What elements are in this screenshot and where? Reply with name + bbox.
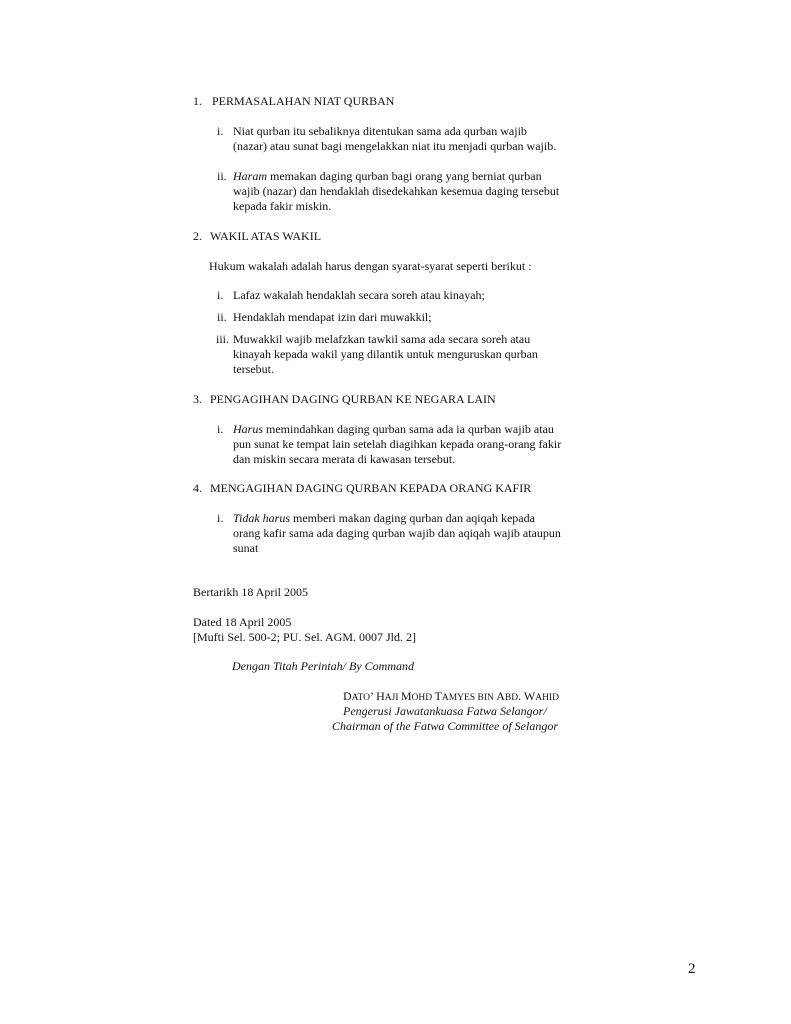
- s2-item2-line1: Hendaklah mendapat izin dari muwakkil;: [233, 310, 432, 324]
- s4-item1-line1-text: memberi makan daging qurban dan aqiqah kepada: [290, 511, 535, 525]
- dated-malay: Bertarikh 18 April 2005: [193, 585, 308, 599]
- sig-part-11: .: [518, 689, 524, 703]
- reference-number: [Mufti Sel. 500-2; PU. Sel. AGM. 0007 Jld. 2]: [193, 630, 417, 644]
- s3-item1-lead: Harus: [233, 422, 264, 436]
- s2-item3-line2: kinayah kepada wakil yang dilantik untuk menguruskan qurban: [233, 347, 538, 361]
- signatory-title-malay: Pengerusi Jawatankuasa Fatwa Selangor/: [343, 704, 547, 718]
- s2-item3-line1: Muwakkil wajib melafzkan tawkil sama ada secara soreh atau: [233, 332, 531, 346]
- s3-item1-line1-text: memindahkan daging qurban sama ada ia qurban wajib atau: [263, 422, 554, 436]
- section-2-intro: Hukum wakalah adalah harus dengan syarat-syarat seperti berikut :: [209, 259, 532, 273]
- sig-part-1: ATO: [351, 693, 370, 703]
- section-2-number: 2.: [193, 229, 202, 243]
- sig-part-13: AHID: [535, 693, 559, 703]
- s1-item1-line1: Niat qurban itu sebaliknya ditentukan sama ada qurban wajib: [233, 124, 527, 138]
- s3-item1-marker: i.: [217, 422, 224, 436]
- s4-item1-line2: orang kafir sama ada daging qurban wajib dan aqiqah wajib ataupun: [233, 526, 561, 540]
- sig-part-0: D: [343, 689, 352, 703]
- s2-item2-marker: ii.: [217, 310, 227, 324]
- s4-item1-line1: [233, 511, 535, 526]
- sig-part-4: AJI: [384, 693, 401, 703]
- s1-item2-marker: ii.: [217, 169, 227, 183]
- signatory-title-english: Chairman of the Fatwa Committee of Selangor: [332, 719, 558, 733]
- s4-item1-marker: i.: [217, 511, 224, 525]
- sig-part-10: BD: [504, 693, 519, 703]
- s3-item1-line1: [233, 422, 554, 437]
- sig-part-8: AMYES BIN: [441, 693, 497, 703]
- section-3-number: 3.: [193, 392, 202, 406]
- sig-part-6: OHD: [411, 693, 435, 703]
- page-number: 2: [688, 961, 696, 977]
- s2-item3-line3: tersebut.: [233, 362, 274, 376]
- sig-part-2: ’: [369, 689, 377, 703]
- by-command: Dengan Titah Perintah/ By Command: [232, 659, 414, 673]
- s1-item2-line1: [233, 169, 542, 184]
- section-2-title: WAKIL ATAS WAKIL: [210, 229, 322, 243]
- section-3-title: PENGAGIHAN DAGING QURBAN KE NEGARA LAIN: [210, 392, 496, 406]
- s1-item2-line1-text: memakan daging qurban bagi orang yang berniat qurban: [267, 169, 542, 183]
- sig-part-9: A: [496, 689, 505, 703]
- sig-part-12: W: [523, 689, 536, 703]
- s2-item1-line1: Lafaz wakalah hendaklah secara soreh atau kinayah;: [233, 288, 485, 302]
- s1-item1-marker: i.: [217, 124, 224, 138]
- s3-item1-line3: dan miskin secara merata di kawasan tersebut.: [233, 452, 456, 466]
- section-1-number: 1.: [193, 94, 202, 108]
- s4-item1-line3: sunat: [233, 541, 259, 555]
- s1-item2-line2: wajib (nazar) dan hendaklah disedekahkan kesemua daging tersebut: [233, 184, 560, 198]
- s2-item1-marker: i.: [217, 288, 224, 302]
- sig-part-5: M: [400, 689, 412, 703]
- s1-item1-line2: (nazar) atau sunat bagi mengelakkan niat itu menjadi qurban wajib.: [233, 139, 557, 153]
- section-4-number: 4.: [193, 481, 202, 495]
- section-4-title: MENGAGIHAN DAGING QURBAN KEPADA ORANG KAFIR: [210, 481, 532, 495]
- s2-item3-marker: iii.: [216, 332, 230, 346]
- s4-item1-lead: Tidak harus: [233, 511, 291, 525]
- s1-item2-lead: Haram: [233, 169, 268, 183]
- s3-item1-line2: pun sunat ke tempat lain setelah diagihkan kepada orang-orang fakir: [233, 437, 562, 451]
- section-1-title: PERMASALAHAN NIAT QURBAN: [212, 94, 395, 108]
- sig-part-7: T: [434, 689, 442, 703]
- dated-english: Dated 18 April 2005: [193, 615, 292, 629]
- sig-part-3: H: [376, 689, 385, 703]
- s1-item2-line3: kepada fakir miskin.: [233, 199, 332, 213]
